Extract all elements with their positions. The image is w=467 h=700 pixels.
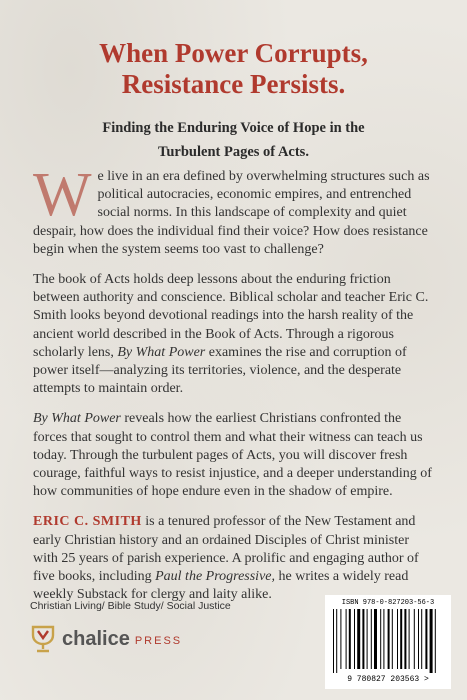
other-book-title: Paul the Progressive, [155, 569, 275, 585]
subheadline-line-2: Turbulent Pages of Acts. [158, 144, 309, 160]
intro-paragraph [33, 161, 437, 259]
barcode-number: 9 780827 203563 > [347, 675, 429, 684]
drop-cap: W [33, 161, 92, 229]
paragraph-3 [33, 410, 437, 501]
paragraph-2 [33, 271, 437, 398]
publisher-name: chalice [62, 627, 130, 650]
paragraph-2-text-b: examines the rise and corruption of power itself—analyzing its territories, violence, and the desperate attempts to maintain order. [33, 344, 407, 397]
paragraph-3-text: reveals how the earliest Christians confronted the forces that sought to control them and what their witness can teach us today. Through the turbulent pages of Acts, you will discover fresh courage, faithful ways to resist injustice, and a deeper understanding of how communities of hope endure even in the shadow of empire. [33, 411, 432, 500]
book-title: By What Power [33, 411, 121, 427]
author-name: ERIC C. SMITH [33, 514, 142, 530]
subheadline-line-1: Finding the Enduring Voice of Hope in the [102, 120, 365, 136]
barcode-bars [331, 609, 445, 673]
chalice-icon [30, 624, 56, 654]
isbn-label: ISBN 978-0-827203-56-3 [341, 599, 435, 607]
publisher-logo [30, 624, 182, 654]
publisher-imprint: PRESS [134, 635, 183, 647]
author-bio-text-b: he writes a widely read weekly Substack for clergy and laity alike. [33, 569, 409, 603]
headline [0, 38, 467, 100]
headline-line-1: When Power Corrupts, [99, 38, 368, 68]
headline-line-2: Resistance Persists. [121, 69, 346, 99]
description [33, 161, 437, 616]
book-title: By What Power [117, 344, 206, 360]
author-bio-text-a: is a tenured professor of the New Testament and early Christian history and an ordained Disciples of Christ minister with 25 years of parish experience. A prolific and engaging author of five books, including [33, 514, 419, 585]
paragraph-2-text-a: The book of Acts holds deep lessons about the enduring friction between authority and conscience. Biblical scholar and teacher Eric C. Smith looks beyond devotional readings into the harsh reality of the ancient world described in the Book of Acts. Through a rigorous scholarly lens, [33, 272, 429, 360]
author-bio [33, 513, 437, 604]
genre-categories: Christian Living/ Bible Study/ Social Justice [30, 600, 231, 612]
subheadline [0, 116, 467, 164]
intro-text: e live in an era defined by overwhelming structures such as political autocracies, economic empires, and entrenched social norms. In this landscape of complexity and quiet despair, how does the individual find their voice? How does resistance begin when the system seems too vast to challenge? [33, 169, 430, 257]
barcode [325, 595, 451, 689]
